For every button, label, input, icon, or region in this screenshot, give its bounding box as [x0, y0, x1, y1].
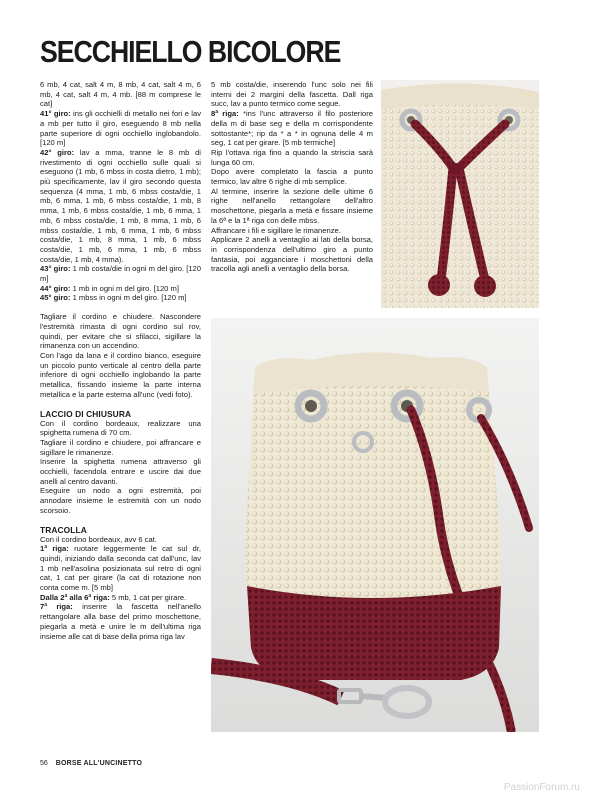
paragraph: Tagliare il cordino e chiudere. Nascondere l'estremità rimasta di ogni cordino sul rov, quindi, per evitare che si sfilacci, sigillare la rimanenza con un accendino. [40, 312, 201, 351]
page-number: 56 [40, 760, 48, 767]
round-42 [40, 148, 201, 264]
paragraph: 5 mb costa/die, inserendo l'unc solo nei fili interni dei 2 margini della fascetta. Dall riga succ, lav a punto termico come segue. [211, 80, 373, 109]
row-text: 5 mb, 1 cat per girare. [109, 592, 187, 602]
row-1 [40, 544, 201, 593]
round-label: 43° giro: [40, 264, 71, 274]
row-label: 7ª riga: [40, 602, 73, 612]
row-label: Dalla 2ª alla 6ª riga: [40, 592, 110, 602]
bag-photo [211, 318, 539, 732]
bag-photo-illustration [211, 318, 539, 732]
row-text: ruotare leggermente le cat sul dr, quindi, iniziando dalla seconda cat dall'unc, lav 1 mb nell'asolina posizionata sul retro di ogni cat, 1 cat per girare (la cat di rotazione non conta come m. [5 mb] [40, 544, 201, 593]
row-text: inserire la fascetta nell'anello rettangolare alla base del primo moschettone, piegarla a metà e unire le m dell'ultima riga insieme alle cat di base della prima riga lav [40, 602, 201, 641]
paragraph: Con il cordino bordeaux, realizzare una spighetta rumena di 70 cm. [40, 418, 201, 438]
detail-photo-illustration [381, 80, 539, 308]
round-45 [40, 293, 201, 303]
round-43 [40, 264, 201, 283]
page-footer [40, 760, 142, 767]
row-label: 8ª riga: [211, 109, 239, 119]
watermark: PassionForum.ru [503, 782, 580, 793]
paragraph: Tagliare il cordino e chiudere, poi affrancare e sigillare le rimanenze. [40, 437, 201, 457]
text-column-middle [211, 80, 373, 274]
paragraph: Rip l'ottava riga fino a quando la striscia sarà lunga 60 cm. [211, 147, 373, 167]
section-heading-tracolla: TRACOLLA [40, 524, 87, 535]
paragraph: Al termine, inserire la sezione delle ultime 6 righe nell'anello rettangolare dell'altro moschettone, piegarla a metà e fissare insieme la 6ª e la 1ª riga con delle mbss. [211, 186, 373, 225]
row-7 [40, 602, 201, 641]
round-label: 45° giro: [40, 293, 71, 303]
paragraph: Con l'ago da lana e il cordino bianco, eseguire un piccolo punto verticale al centro della parte inferiore di ogni occhiello inglobando la parte metallica, fissando insieme la parte interna metallica e la parte esterna all'unc (vedi foto). [40, 350, 201, 399]
paragraph: Con il cordino bordeaux, avv 6 cat. [40, 534, 157, 544]
paragraph: 6 mb, 4 cat, salt 4 m, 8 mb, 4 cat, salt 4 m, 6 mb, 4 cat, salt 4 m, 4 mb. [88 m comprese le cat] [40, 80, 201, 109]
text-column-left [40, 80, 201, 641]
round-text: ins gli occhielli di metallo nei fori e lav a mb per tutto il giro, eseguendo 8 mb nella parte superiore di ogni occhiello inglobandolo. [120 m] [40, 109, 201, 148]
round-44 [40, 284, 201, 294]
round-label: 44° giro: [40, 283, 71, 293]
row-text: *ins l'unc attraverso il filo posteriore della m di base seg e della m corrispondente sottostante*; rip da * a * in ognuna delle 4 m seg, 1 cat per girare. [5 mb termiche] [211, 109, 373, 148]
section-heading-laccio: LACCIO DI CHIUSURA [40, 408, 132, 419]
row-2-6 [40, 593, 201, 603]
row-label: 1ª riga: [40, 544, 69, 554]
round-text: lav a mma, tranne le 8 mb di rivestimento di ogni occhiello sulle quali si eseguono (1 mb, 6 mbss in costa dietro, 1 mb); più specificamente, lav il giro secondo questa sequenza (4 mma, 1 mb, 6 mbss costa/die, 1 mb, 6 mma, 1 mb, 6 mbss costa/die, 1 mb, 8 mma, 1 mb, 6 mbss costa/die, 1 mb, 6 mma, 1 mb, 6 mbss costa/die, 1 mb, 8 mma, 1 mb, 6 mbss costa/die, 1 mb, 6 mma, 1 mb, 6 mbss costa/die, 1 mb, 8 mma, 1 mb, 6 mbss costa/die, 1 mb, 6 mma, 1 mb, 6 mbss costa/die, 1 mb, 4 mma). [40, 147, 201, 264]
paragraph: Inserire la spighetta rumena attraverso gli occhielli, facendola entrare e uscire dai due anelli al centro davanti. [40, 457, 201, 486]
round-label: 42° giro: [40, 147, 75, 157]
paragraph: Dopo avere completato la fascia a punto termico, lav altre 6 righe di mb semplice. [211, 167, 373, 187]
page-title: SECCHIELLO BICOLORE [40, 34, 341, 69]
round-text: 1 mbss in ogni m del giro. [120 m] [70, 293, 187, 303]
round-text: 1 mb costa/die in ogni m del giro. [120 m] [40, 264, 202, 284]
paragraph: Applicare 2 anelli a ventaglio ai lati della borsa, in corrispondenza dell'ultimo giro a punto fantasia, poi agganciare i moschettoni della tracolla agli anelli a ventaglio della borsa. [211, 235, 373, 274]
round-41 [40, 109, 201, 148]
round-label: 41° giro: [40, 109, 71, 119]
detail-photo [381, 80, 539, 308]
paragraph: Eseguire un nodo a ogni estremità, poi annodare insieme le estremità con un nodo scorsoio. [40, 486, 201, 515]
magazine-name: BORSE ALL'UNCINETTO [55, 760, 143, 767]
row-8 [211, 109, 373, 148]
paragraph: Affrancare i fili e sigillare le rimanenze. [211, 225, 341, 235]
round-text: 1 mb in ogni m del giro. [120 m] [70, 283, 179, 293]
